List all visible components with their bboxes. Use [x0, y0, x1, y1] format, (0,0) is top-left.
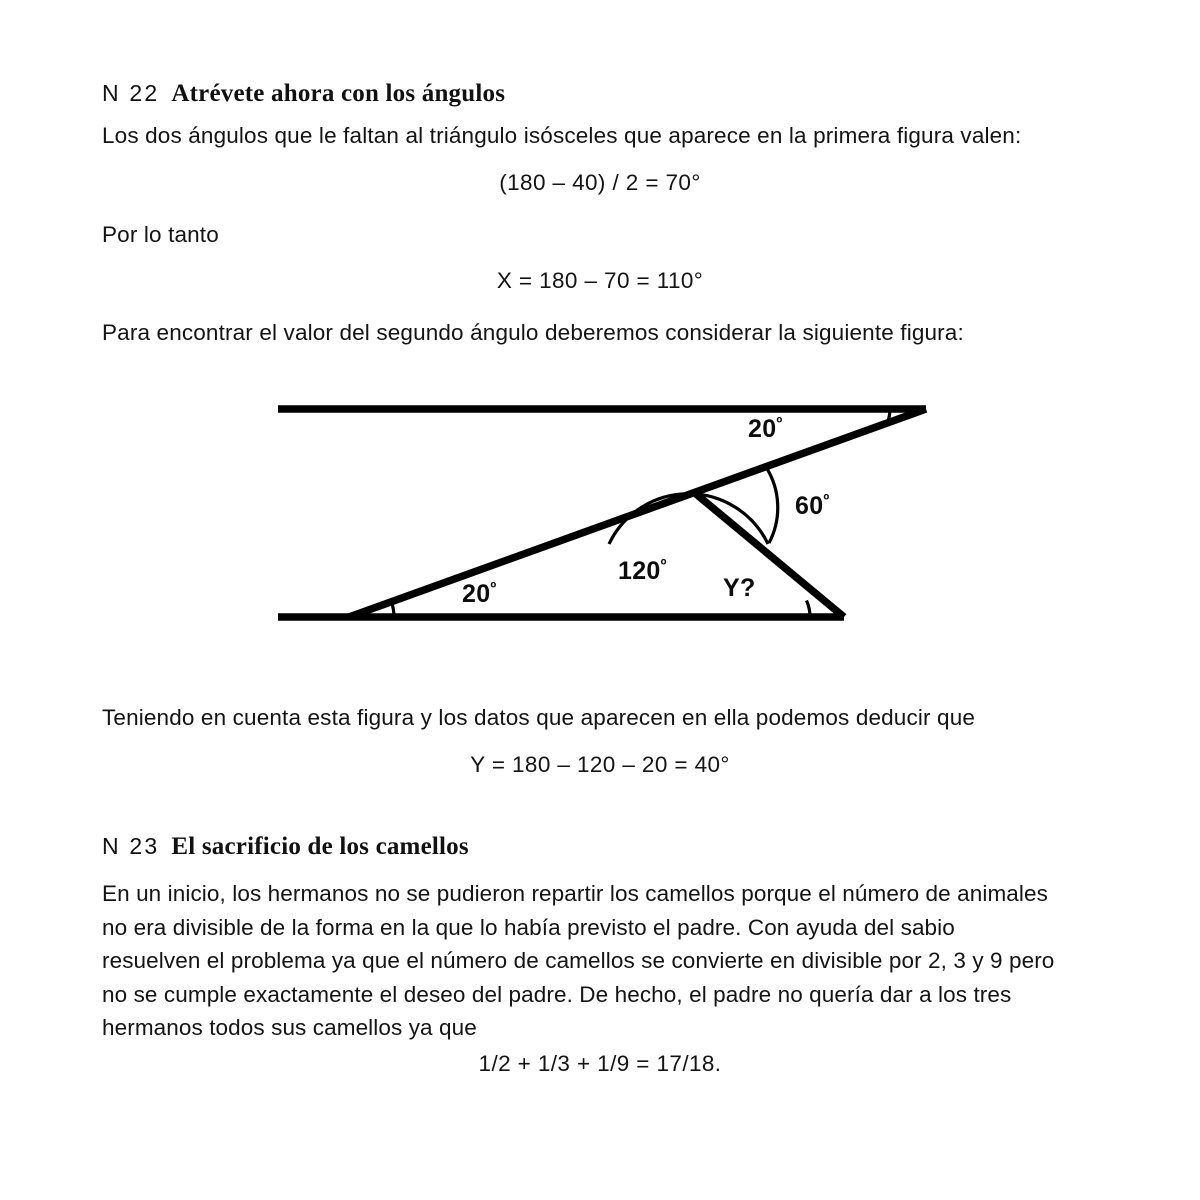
arc-right-60: [766, 467, 778, 543]
label-unknown-angle: Y?: [723, 574, 756, 602]
body-line: no era divisible de la forma en la que lo había previsto el padre. Con ayuda del sabio: [102, 914, 955, 940]
body-line: no se cumple exactamente el deseo del padre. De hecho, el padre no quería dar a los tres: [102, 981, 1012, 1007]
angle-diagram-figure: [250, 380, 970, 645]
label-bottom-left-angle-20: $20^º$: [462, 580, 497, 608]
formula-isosceles: (180 – 40) / 2 = 70°: [499, 170, 701, 195]
formula-x-value: X = 180 – 70 = 110°: [496, 268, 704, 293]
body-line: En un inicio, los hermanos no se pudieron repartir los camellos porque el número de animales: [102, 881, 1048, 906]
section-number: N 23: [102, 833, 160, 859]
section-heading-n23: [102, 833, 469, 861]
paragraph-intro: Los dos ángulos que le faltan al triángulo isósceles que aparece en la primera figura valen:: [102, 123, 1022, 148]
body-line: hermanos todos sus camellos ya que: [102, 1015, 477, 1040]
body-line: resuelven el problema ya que el número de camellos se convierte en divisible por 2, 3 y 9 pero: [102, 948, 1055, 973]
paragraph-camels-body: [102, 877, 1102, 1045]
section-title: Atrévete ahora con los ángulos: [171, 80, 506, 107]
angle-diagram-svg: [250, 380, 970, 645]
paragraph-connector: Por lo tanto: [102, 222, 219, 247]
paragraph-figure-lead: Para encontrar el valor del segundo ángulo deberemos considerar la siguiente figura:: [102, 320, 964, 345]
formula-fractions-sum: 1/2 + 1/3 + 1/9 = 17/18.: [478, 1051, 722, 1076]
formula-y-value: Y = 180 – 120 – 20 = 40°: [470, 752, 730, 777]
section-title: El sacrificio de los camellos: [171, 833, 469, 860]
label-right-angle-60: $60^º$: [795, 492, 830, 520]
label-interior-angle-120: $120^º$: [618, 557, 667, 585]
label-top-angle-20: $20^º$: [748, 415, 783, 443]
section-heading-n22: [102, 80, 505, 108]
section-number: N 22: [102, 80, 160, 106]
paragraph-figure-follow: Teniendo en cuenta esta figura y los datos que aparecen en ella podemos deducir que: [102, 705, 976, 730]
